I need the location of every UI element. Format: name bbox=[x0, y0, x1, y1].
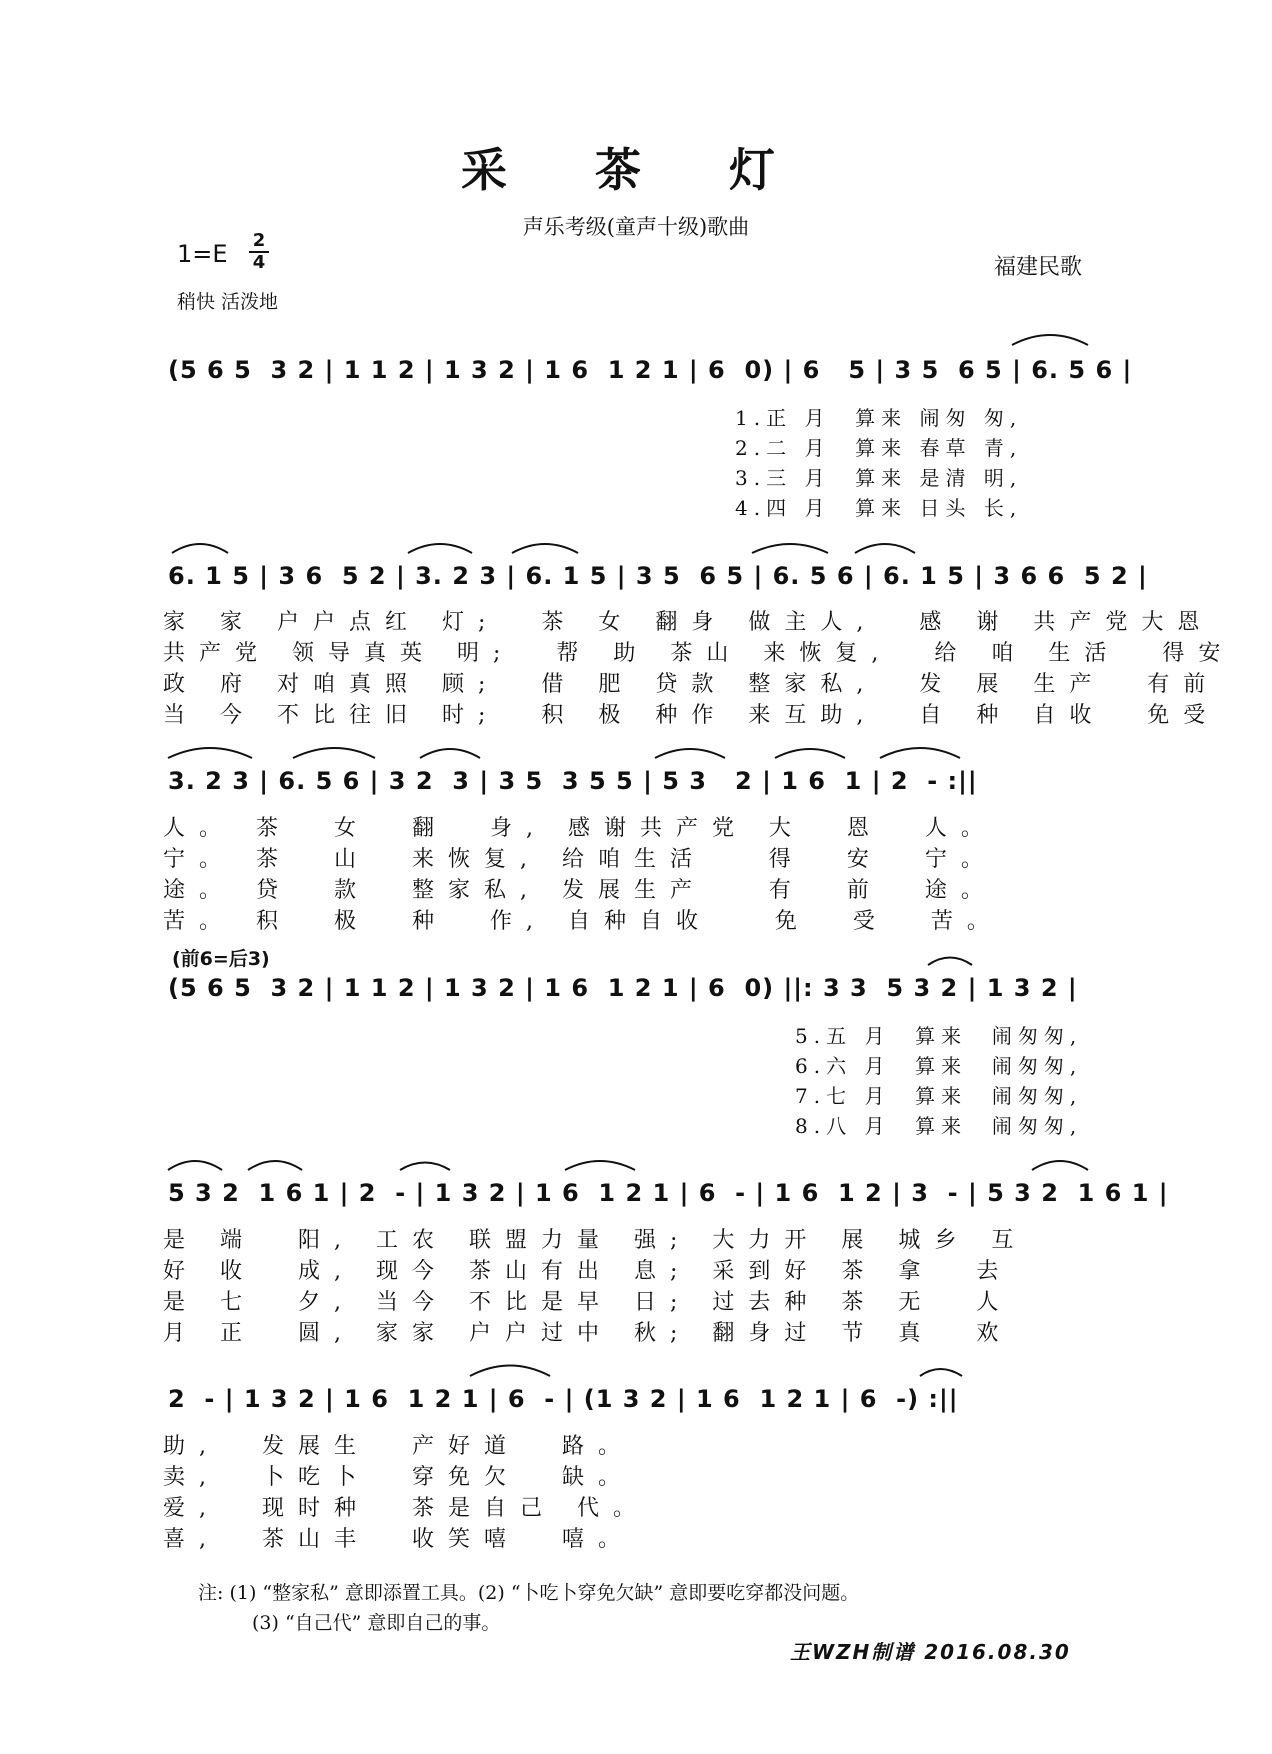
tempo-marking: 稍快 活泼地 bbox=[177, 291, 279, 313]
subtitle: 声乐考级(童声十级)歌曲 bbox=[522, 215, 750, 239]
key-signature: 1=E bbox=[177, 240, 228, 268]
lyric-line: 好 收 成, 现今 茶山有出 息; 采到好 茶 拿 去 bbox=[163, 1259, 1013, 1284]
lyric-line: 是 七 夕, 当今 不比是早 日; 过去种 茶 无 人 bbox=[163, 1290, 1013, 1315]
notation-row-3: 3. 2 3 | 6. 5 6 | 3 2 3 | 3 5 3 5 5 | 5 3 2 | 1 6 1 | 2 - :|| bbox=[168, 767, 978, 795]
transcriber-credit: 王WZH制谱 2016.08.30 bbox=[790, 1640, 1071, 1664]
verse-line: 1.正 月 算来 闹匆 匆, bbox=[735, 406, 1023, 430]
transposition-marker: (前6=后3) bbox=[172, 948, 270, 970]
verse-line: 3.三 月 算来 是清 明, bbox=[735, 466, 1023, 490]
meter-bottom: 4 bbox=[252, 252, 266, 273]
verse-line: 8.八 月 算来 闹匆匆, bbox=[795, 1114, 1083, 1138]
lyric-line: 月 正 圆, 家家 户户过中 秋; 翻身过 节 真 欢 bbox=[163, 1321, 1013, 1346]
meter-top: 2 bbox=[252, 230, 266, 251]
footnote-line-1: 注: (1) “整家私” 意即添置工具。(2) “卜吃卜穿免欠缺” 意即要吃穿都没问题。 bbox=[198, 1582, 860, 1604]
verse-line: 7.七 月 算来 闹匆匆, bbox=[795, 1084, 1083, 1108]
song-title: 采 茶 灯 bbox=[460, 143, 812, 197]
lyric-line: 共产党 领导真英 明; 帮 助 茶山 来恢复, 给 咱 生活 得安 bbox=[163, 641, 1235, 666]
verse-line: 6.六 月 算来 闹匆匆, bbox=[795, 1054, 1083, 1078]
lyric-line: 助, 发展生 产好道 路。 bbox=[163, 1434, 634, 1459]
notation-row-4: (5 6 5 3 2 | 1 1 2 | 1 3 2 | 1 6 1 2 1 | 6 0) ||: 3 3 5 3 2 | 1 3 2 | bbox=[168, 974, 1078, 1002]
lyric-line: 苦。 积 极 种 作, 自种自收 免 受 苦。 bbox=[163, 909, 1003, 934]
verse-line: 2.二 月 算来 春草 青, bbox=[735, 436, 1023, 460]
notation-row-2: 6. 1 5 | 3 6 5 2 | 3. 2 3 | 6. 1 5 | 3 5 6 5 | 6. 5 6 | 6. 1 5 | 3 6 6 5 2 | bbox=[168, 562, 1148, 590]
lyric-line: 爱, 现时种 茶是自己 代。 bbox=[163, 1496, 649, 1521]
lyric-line: 是 端 阳, 工农 联盟力量 强; 大力开 展 城乡 互 bbox=[163, 1228, 1028, 1253]
lyric-line: 途。 贷 款 整家私, 发展生产 有 前 途。 bbox=[163, 878, 997, 903]
verse-line: 4.四 月 算来 日头 长, bbox=[735, 496, 1023, 520]
lyric-line: 人。 茶 女 翻 身, 感谢共产党 大 恩 人。 bbox=[163, 816, 997, 841]
composer: 福建民歌 bbox=[994, 255, 1083, 280]
verse-line: 5.五 月 算来 闹匆匆, bbox=[795, 1024, 1083, 1048]
notation-row-1: (5 6 5 3 2 | 1 1 2 | 1 3 2 | 1 6 1 2 1 | 6 0) | 6 5 | 3 5 6 5 | 6. 5 6 | bbox=[168, 356, 1133, 384]
lyric-line: 宁。 茶 山 来恢复, 给咱生活 得 安 宁。 bbox=[163, 847, 997, 872]
lyric-line: 政 府 对咱真照 顾; 借 肥 贷款 整家私, 发 展 生产 有前 bbox=[163, 672, 1220, 697]
notation-row-5: 5 3 2 1 6 1 | 2 - | 1 3 2 | 1 6 1 2 1 | 6 - | 1 6 1 2 | 3 - | 5 3 2 1 6 1 | bbox=[168, 1179, 1169, 1207]
notation-row-6: 2 - | 1 3 2 | 1 6 1 2 1 | 6 - | (1 3 2 | 1 6 1 2 1 | 6 -) :|| bbox=[168, 1385, 959, 1413]
lyric-line: 当 今 不比往旧 时; 积 极 种作 来互助, 自 种 自收 免受 bbox=[163, 703, 1220, 728]
lyric-line: 卖, 卜吃卜 穿免欠 缺。 bbox=[163, 1465, 634, 1490]
footnote-line-2: (3) “自己代” 意即自己的事。 bbox=[252, 1612, 501, 1634]
lyric-line: 喜, 茶山丰 收笑嘻 嘻。 bbox=[163, 1527, 634, 1552]
lyric-line: 家 家 户户点红 灯; 茶 女 翻身 做主人, 感 谢 共产党大恩 bbox=[163, 610, 1214, 635]
